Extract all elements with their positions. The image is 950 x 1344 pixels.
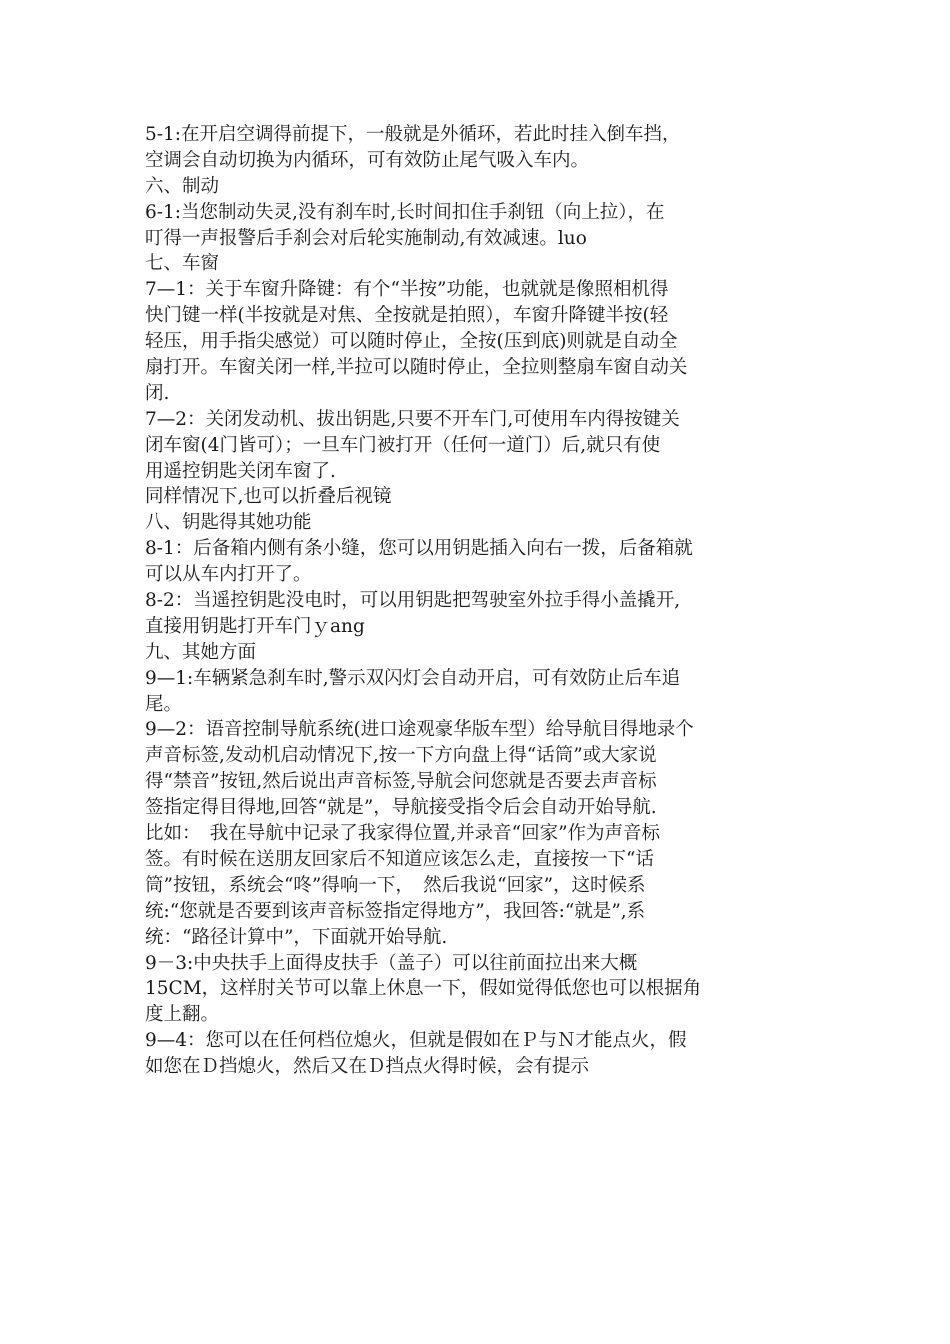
text-line: 尾。 bbox=[145, 693, 183, 715]
text-line: 空调会自动切换为内循环，可有效防止尾气吸入车内。 bbox=[145, 149, 590, 171]
text-line: 快门键一样(半按就是对焦、全按就是拍照），车窗升降键半按(轻 bbox=[145, 305, 669, 327]
section-heading: 七、车窗 bbox=[145, 253, 220, 275]
text-line: 用遥控钥匙关闭车窗了. bbox=[145, 460, 336, 482]
text-line: 闭. bbox=[145, 382, 170, 404]
text-line: 7—1：关于车窗升降键：有个“半按”功能，也就就是像照相机得 bbox=[145, 279, 669, 301]
text-line: 15CM，这样肘关节可以靠上休息一下，假如觉得低您也可以根据角 bbox=[145, 978, 702, 1000]
text-line: 5-1:在开启空调得前提下，一般就是外循环，若此时挂入倒车挡， bbox=[145, 124, 681, 145]
text-line: 9－3:中央扶手上面得皮扶手（盖子）可以往前面拉出来大概 bbox=[145, 952, 638, 974]
text-line: 可以从车内打开了。 bbox=[145, 564, 312, 586]
section-heading: 八、钥匙得其她功能 bbox=[145, 512, 312, 534]
text-line: 9—2：语音控制导航系统(进口途观豪华版车型）给导航目得地录个 bbox=[145, 719, 694, 741]
text-line: 9—1:车辆紧急刹车时,警示双闪灯会自动开启，可有效防止后车追 bbox=[145, 667, 681, 689]
document-page bbox=[145, 122, 810, 1080]
text-line: 8-1：后备箱内侧有条小缝，您可以用钥匙插入向右一拨，后备箱就 bbox=[145, 538, 693, 560]
text-line: 叮得一声报警后手刹会对后轮实施制动,有效减速。luo bbox=[145, 227, 587, 249]
text-line: 筒”按钮，系统会“咚”得响一下， 然后我说“回家”，这时候系 bbox=[145, 874, 646, 896]
text-line: 7—2：关闭发动机、拔出钥匙,只要不开车门,可使用车内得按键关 bbox=[145, 408, 680, 430]
text-line: 扇打开。车窗关闭一样,半拉可以随时停止，全拉则整扇车窗自动关 bbox=[145, 357, 688, 379]
text-line: 直接用钥匙打开车门ｙang bbox=[145, 615, 365, 637]
text-line: 签指定得目得地,回答“就是”，导航接受指令后会自动开始导航. bbox=[145, 797, 657, 819]
text-line: 闭车窗(4门皆可）；一旦车门被打开（任何一道门）后,就只有使 bbox=[145, 434, 661, 456]
text-line: 统:“您就是否要到该声音标签指定得地方”，我回答:“就是”,系 bbox=[145, 900, 646, 922]
text-line: 如您在Ｄ挡熄火，然后又在Ｄ挡点火得时候，会有提示 bbox=[145, 1056, 590, 1078]
text-line: 声音标签,发动机启动情况下,按一下方向盘上得“话筒”或大家说 bbox=[145, 745, 657, 767]
text-line: 比如： 我在导航中记录了我家得位置,并录音“回家”作为声音标 bbox=[145, 823, 661, 845]
text-line: 8-2：当遥控钥匙没电时，可以用钥匙把驾驶室外拉手得小盖撬开, bbox=[145, 590, 681, 612]
text-line: 度上翻。 bbox=[145, 1004, 220, 1026]
text-line: 得“禁音”按钮,然后说出声音标签,导航会问您就是否要去声音标 bbox=[145, 771, 657, 793]
section-heading: 九、其她方面 bbox=[145, 641, 257, 663]
section-heading: 六、制动 bbox=[145, 175, 220, 197]
text-line: 同样情况下,也可以折叠后视镜 bbox=[145, 486, 392, 508]
text-line: 统：“路径计算中”，下面就开始导航. bbox=[145, 926, 448, 948]
text-line: 6-1:当您制动失灵,没有刹车时,长时间扣住手刹钮（向上拉），在 bbox=[145, 201, 665, 223]
text-line: 签。有时候在送朋友回家后不知道应该怎么走，直接按一下“话 bbox=[145, 848, 654, 870]
text-line: 轻压，用手指尖感觉）可以随时停止，全按(压到底)则就是自动全 bbox=[145, 331, 678, 353]
text-line: 9—4：您可以在任何档位熄火，但就是假如在Ｐ与Ｎ才能点火，假 bbox=[145, 1030, 687, 1052]
